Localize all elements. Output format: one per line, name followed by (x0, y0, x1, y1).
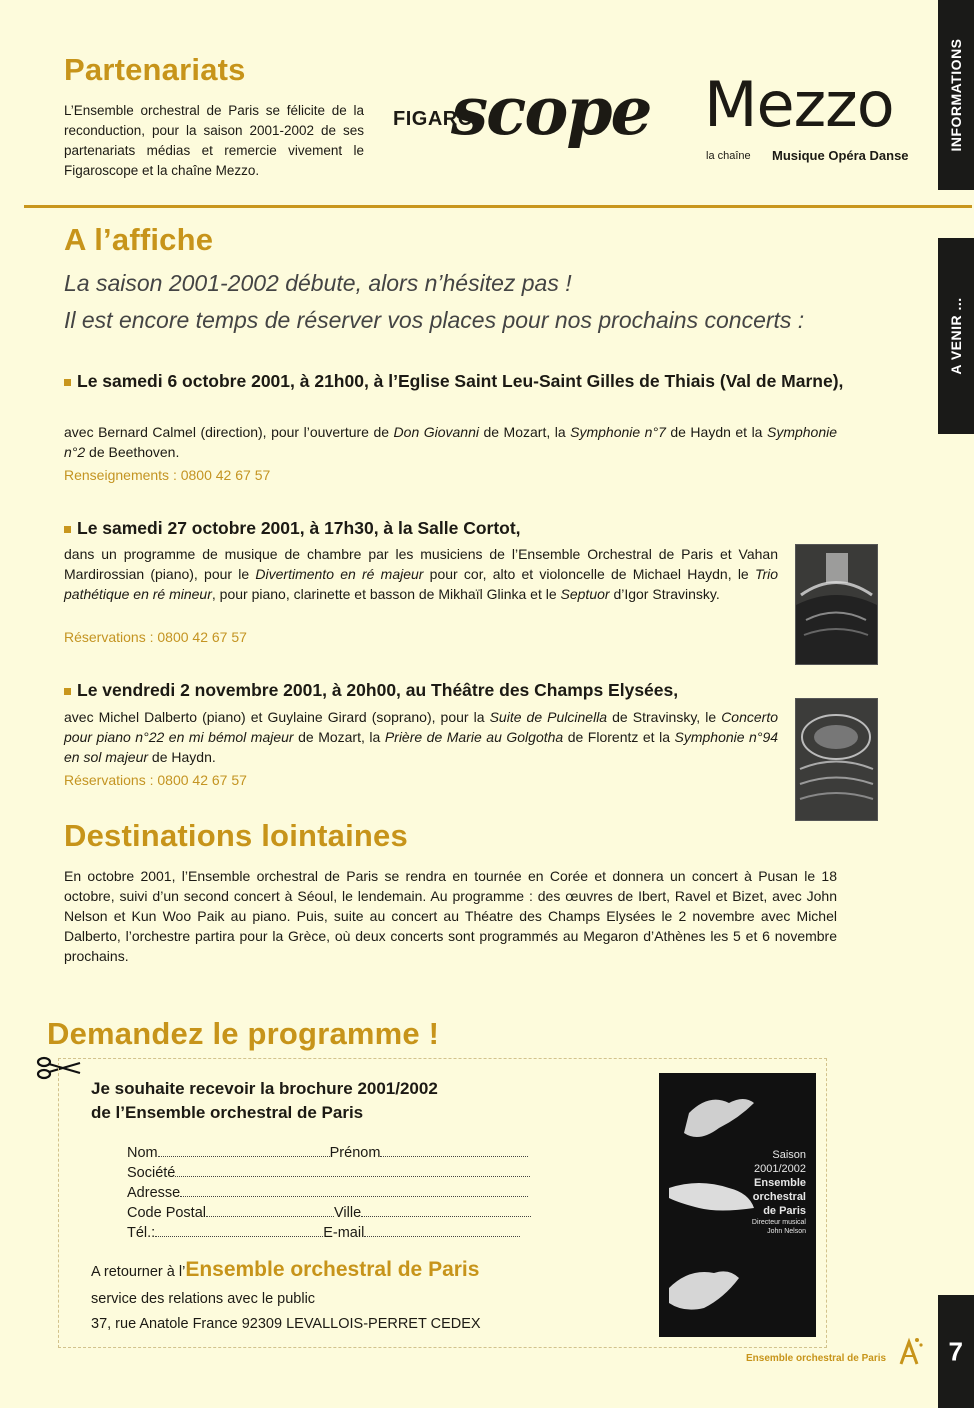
email-field[interactable] (364, 1224, 520, 1237)
event-1-title (64, 369, 844, 393)
event-1-desc-c: de Mozart, la (478, 424, 571, 440)
salle-cortot-photo (795, 544, 878, 665)
event-2-desc-e: , pour piano, clarinette et basson de Mikhaïl Glinka et le (211, 586, 561, 602)
mezzo-logo (704, 68, 924, 168)
nom-label: Nom (127, 1145, 158, 1161)
event-3-contact: Réservations : 0800 42 67 57 (64, 772, 247, 788)
brochure-text (752, 1148, 806, 1236)
partners-title: Partenariats (64, 52, 246, 87)
event-3-desc-h: Symphonie n°94 en sol majeur (64, 729, 779, 765)
figaroscope-logo-big: scope (451, 72, 651, 150)
prenom-field[interactable] (380, 1144, 528, 1157)
email-label: E-mail (323, 1225, 365, 1241)
form-row-tel (127, 1223, 520, 1243)
form-row-societe (127, 1163, 530, 1183)
figaroscope-logo-small: FIGARO (393, 108, 474, 130)
mezzo-sub-a: la chaîne (706, 150, 751, 162)
event-3-title (64, 678, 844, 702)
tel-field[interactable] (155, 1224, 323, 1237)
form-heading-2: de l’Ensemble orchestral de Paris (91, 1103, 364, 1122)
section-divider (24, 205, 972, 208)
return-address: 37, rue Anatole France 92309 LEVALLOIS-PERRET CEDEX (91, 1316, 481, 1332)
event-3-desc-a: avec Michel Dalberto (piano) et Guylaine Girard (soprano), pour la (64, 709, 490, 725)
event-2-desc-a: dans un programme de musique de chambre par les musiciens de l’Ensemble Orchestral de Paris et Vahan Mardirossian (piano), pour le (64, 546, 778, 582)
tab-a-venir-label: A VENIR ... (948, 297, 964, 375)
code-postal-field[interactable] (206, 1204, 334, 1217)
brochure-cover (659, 1073, 816, 1337)
brochure-line3: Ensemble (754, 1177, 806, 1189)
event-3-desc-i: de Haydn. (148, 749, 216, 765)
return-org: Ensemble orchestral de Paris (185, 1258, 480, 1281)
event-3-desc-f: Prière de Marie au Golgotha (384, 729, 564, 745)
prenom-label: Prénom (329, 1145, 381, 1161)
footer-org: Ensemble orchestral de Paris (746, 1353, 887, 1364)
societe-field[interactable] (175, 1164, 530, 1177)
affiche-intro-2: Il est encore temps de réserver vos places pour nos prochains concerts : (64, 307, 805, 333)
bullet-icon (64, 526, 71, 533)
bullet-icon (64, 379, 71, 386)
event-1-desc (64, 422, 837, 462)
mezzo-logo-big: Mezzo (704, 68, 894, 141)
affiche-intro-1: La saison 2001-2002 débute, alors n’hésitez pas ! (64, 270, 572, 296)
form-heading-1: Je souhaite recevoir la brochure 2001/2002 (91, 1079, 438, 1098)
event-1-desc-f: Symphonie n°2 (64, 424, 838, 460)
event-2-desc (64, 544, 778, 604)
code-postal-label: Code Postal (127, 1205, 206, 1221)
form-row-adresse (127, 1183, 528, 1203)
adresse-field[interactable] (180, 1184, 528, 1197)
event-2-title (64, 516, 844, 540)
event-2-desc-f: Septuor (560, 586, 610, 602)
societe-label: Société (127, 1165, 176, 1181)
event-2-desc-b: Divertimento en ré majeur (255, 566, 424, 582)
ville-field[interactable] (361, 1204, 531, 1217)
tab-a-venir (938, 238, 974, 434)
return-prefix: A retourner à l’ (91, 1264, 186, 1280)
program-title: Demandez le programme ! (47, 1016, 440, 1051)
event-3-desc (64, 707, 778, 767)
brochure-line4: orchestral (752, 1191, 806, 1203)
affiche-title: A l’affiche (64, 222, 214, 257)
event-3-desc-d: Concerto pour piano n°22 en mi bémol majeur (64, 709, 778, 745)
bullet-icon (64, 688, 71, 695)
ville-label: Ville (334, 1205, 362, 1221)
figaroscope-logo (393, 72, 683, 160)
page-number: 7 (948, 1336, 964, 1366)
tab-informations (938, 0, 974, 190)
brochure-line1: Saison (772, 1149, 806, 1161)
return-line (91, 1258, 479, 1282)
nom-field[interactable] (158, 1144, 330, 1157)
destinations-text: En octobre 2001, l’Ensemble orchestral de Paris se rendra en tournée en Corée et donnera un concert à Pusan le 18 octobre, suivi d’un second concert à Séoul, le lendemain. Au programme : des œuvres de Ibert, Ravel et Bizet, avec John Nelson et Kun Woo Paik au piano. Puis, suite au concert au Théatre des Champs Elysées le 2 novembre avec Michel Dalberto, l’orchestre partira pour la Grèce, où deux concerts sont programmés au Megaron d’Athènes les 5 et 6 novembre prochains. (64, 868, 837, 964)
event-1-desc-d: Symphonie n°7 (570, 424, 666, 440)
event-3-title-text: Le vendredi 2 novembre 2001, à 20h00, au Théâtre des Champs Elysées, (77, 680, 679, 700)
brochure-line7: John Nelson (767, 1228, 806, 1235)
event-2-title-text: Le samedi 27 octobre 2001, à 17h30, à la Salle Cortot, (77, 518, 521, 538)
event-3-desc-c: de Stravinsky, le (607, 709, 722, 725)
orchestra-logo-icon (897, 1336, 923, 1366)
event-1-desc-g: de Beethoven. (85, 444, 180, 460)
brochure-line2: 2001/2002 (754, 1163, 806, 1175)
event-1-desc-a: avec Bernard Calmel (direction), pour l’ouverture de (64, 424, 394, 440)
destinations-title: Destinations lointaines (64, 818, 408, 853)
event-1-title-text: Le samedi 6 octobre 2001, à 21h00, à l’Eglise Saint Leu-Saint Gilles de Thiais (Val de Marne), (77, 371, 844, 391)
page-number-tab (938, 1295, 974, 1408)
partners-text: L’Ensemble orchestral de Paris se félicite de la reconduction, pour la saison 2001-2002 de ses partenariats médias et remercie vivement le Figaroscope et la chaîne Mezzo. (64, 103, 364, 178)
event-3-desc-b: Suite de Pulcinella (489, 709, 608, 725)
form-heading (91, 1077, 438, 1125)
tab-informations-label: INFORMATIONS (948, 38, 964, 152)
event-1-desc-b: Don Giovanni (393, 424, 479, 440)
event-1-contact: Renseignements : 0800 42 67 57 (64, 467, 271, 483)
mezzo-sub-b: Musique Opéra Danse (772, 148, 909, 163)
theatre-champs-elysees-photo (795, 698, 878, 821)
event-2-desc-c: pour cor, alto et violoncelle de Michael Haydn, le (423, 566, 755, 582)
event-3-desc-e: de Mozart, la (293, 729, 385, 745)
event-1-desc-e: de Haydn et la (665, 424, 767, 440)
event-2-desc-g: d’Igor Stravinsky. (609, 586, 720, 602)
event-2-contact: Réservations : 0800 42 67 57 (64, 629, 247, 645)
salle-cortot-photo-art (796, 545, 877, 664)
brochure-line6: Directeur musical (751, 1219, 806, 1226)
event-3-desc-g: de Florentz et la (563, 729, 675, 745)
adresse-label: Adresse (127, 1185, 181, 1201)
return-service: service des relations avec le public (91, 1291, 316, 1307)
event-2-desc-d: Trio pathétique en ré mineur (64, 566, 779, 602)
form-row-nom (127, 1143, 528, 1163)
tel-label: Tél.: (127, 1225, 156, 1241)
form-row-code-postal (127, 1203, 531, 1223)
theatre-photo-art (796, 699, 877, 820)
brochure-line5: de Paris (763, 1205, 806, 1217)
